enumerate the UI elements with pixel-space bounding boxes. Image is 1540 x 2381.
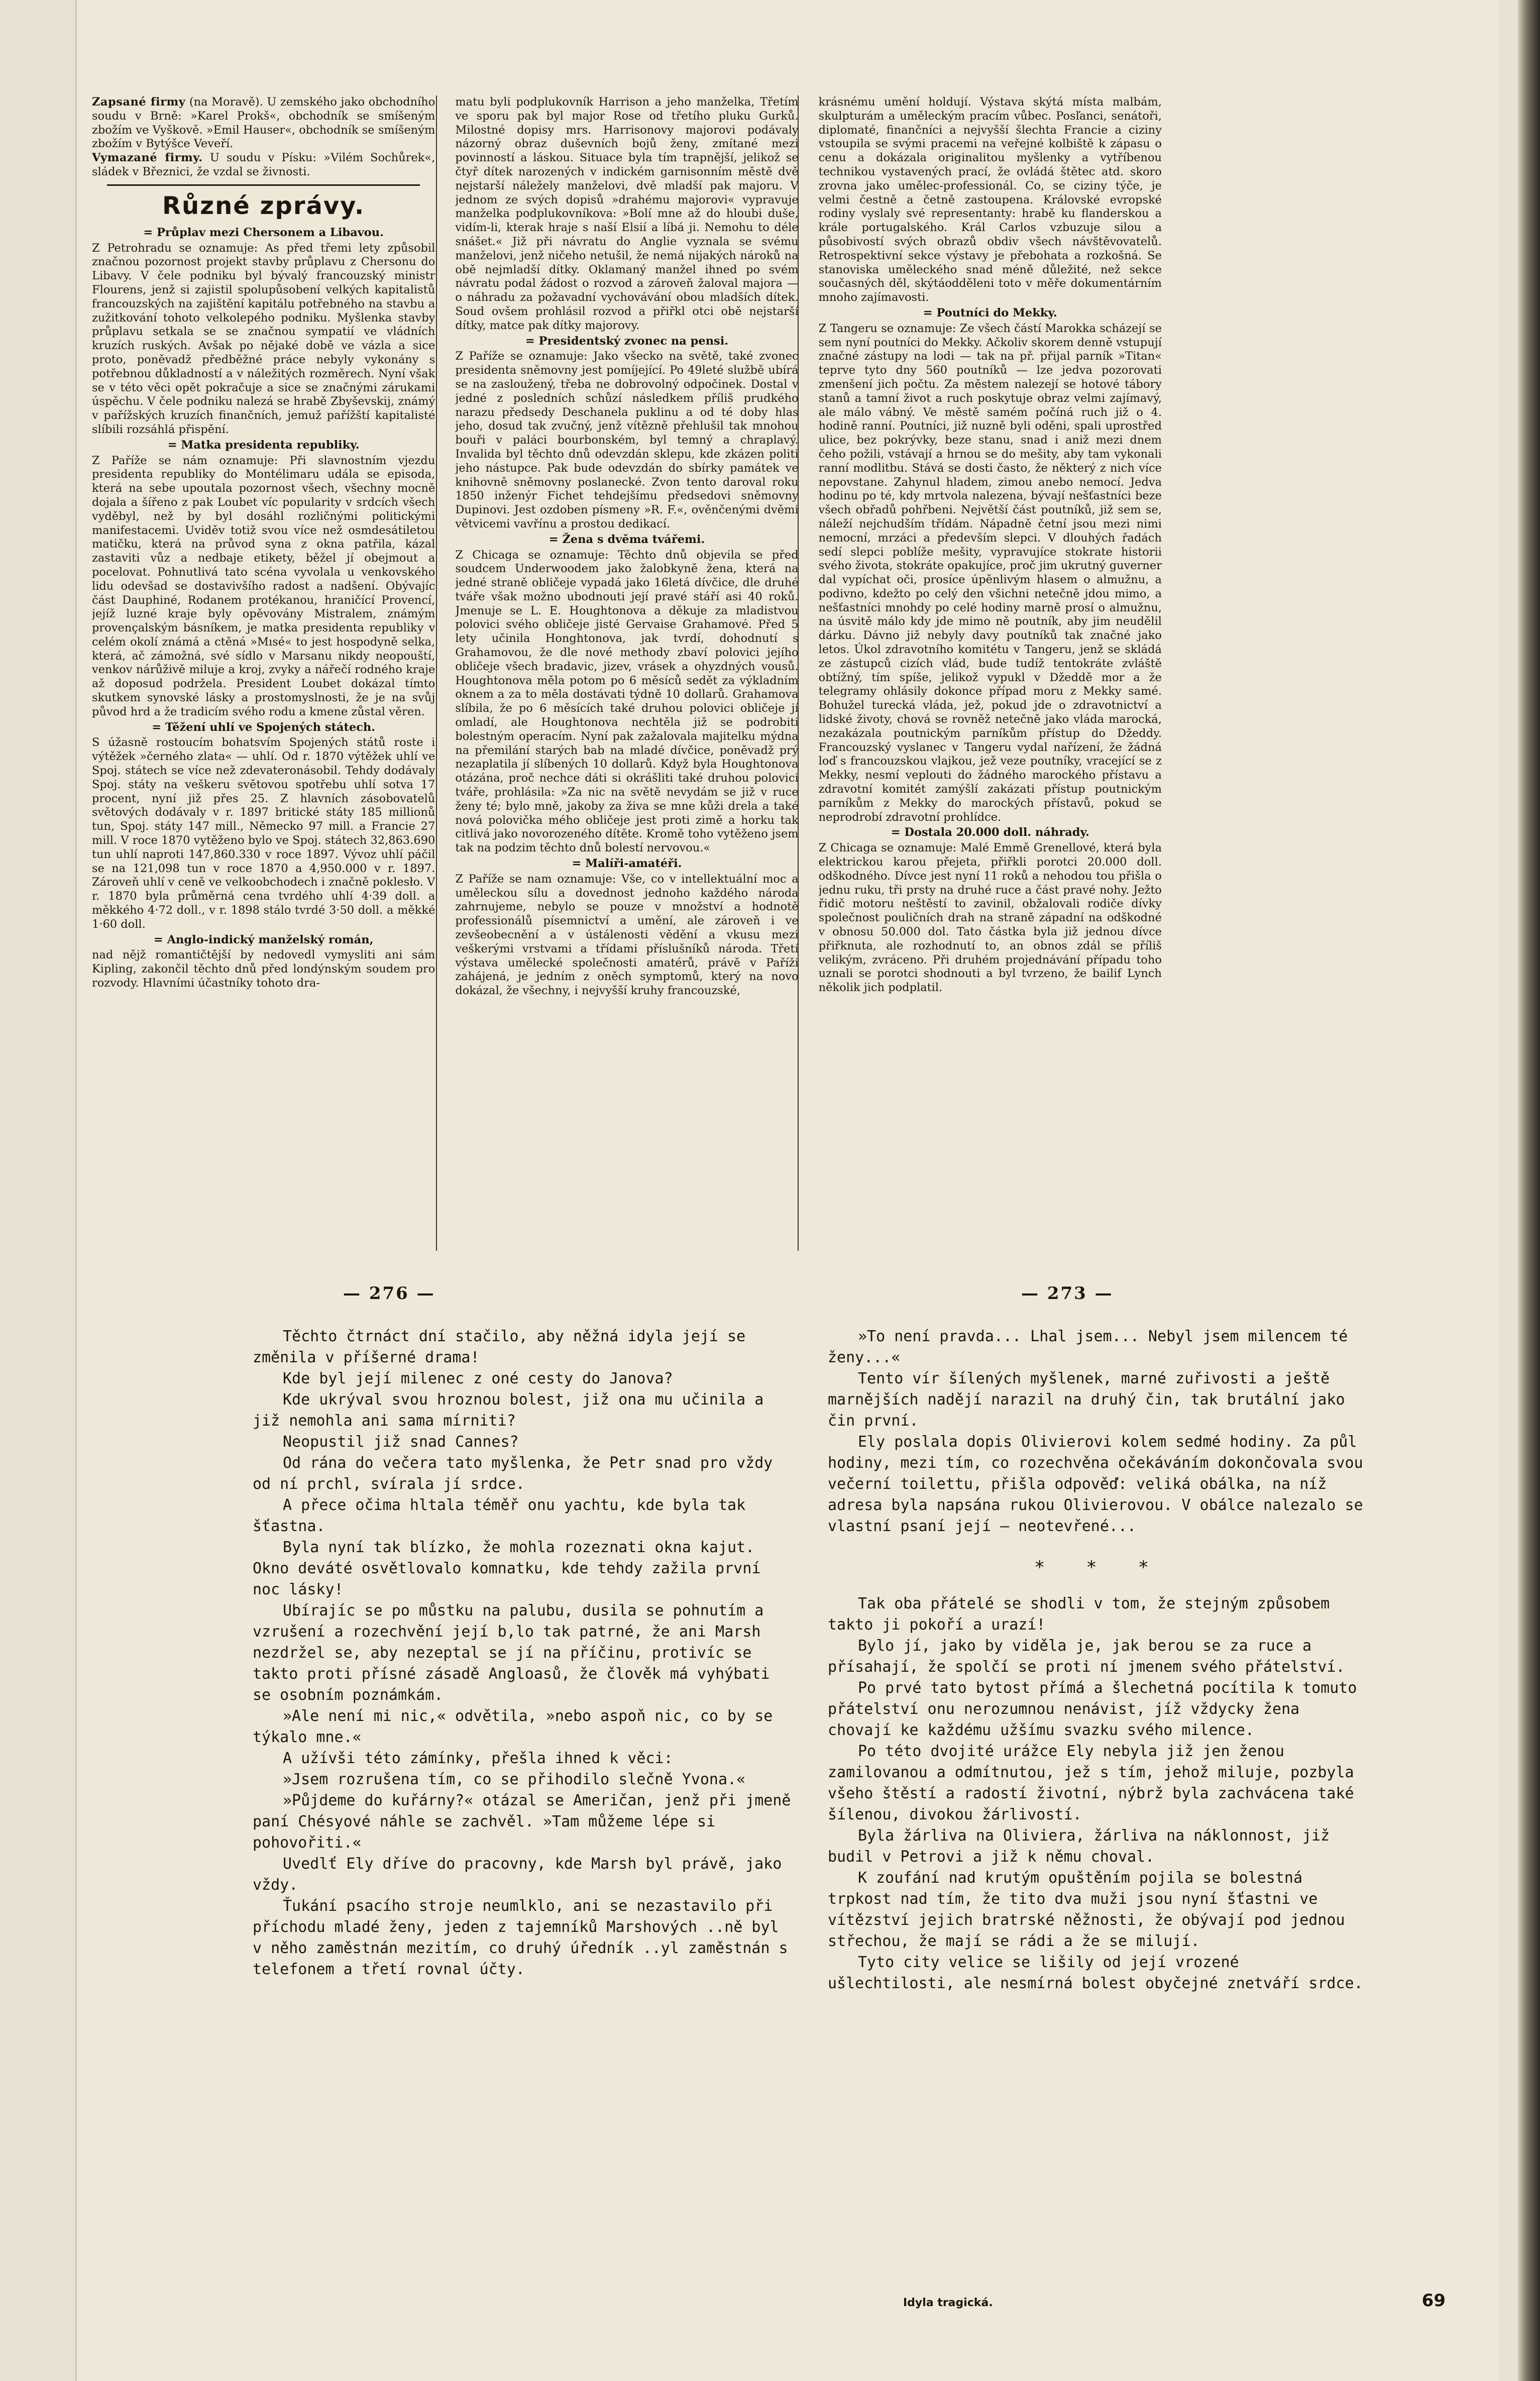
news-paragraph [92,95,435,151]
book-paragraph: Tento vír šílených myšlenek, marné zuřivosti a ještě marnějších nadějí narazil na druhý čin, tak brutální jako čin první. [828,1370,1345,1430]
running-title: Idyla tragická. [903,2297,993,2309]
news-heading: = Dostala 20.000 doll. náhrady. [891,826,1089,839]
book-paragraph: Uvedlť Ely dříve do pracovny, kde Marsh byl právě, jako vždy. [253,1855,782,1894]
book-paragraph: Byla žárliva na Oliviera, žárliva na náklonnost, již budil v Petrovi a již k němu choval. [828,1827,1330,1866]
divider [107,184,420,186]
book-paragraph: Neopustil již snad Cannes? [283,1433,519,1451]
news-text: Z Chicaga se oznamuje: Malé Emmě Grenellové, která byla elektrickou karou přejeta, přiřkli porotci 20.000 doll. odškodného. Dívce jest nyní 11 roků a nehodou tou přišla o jednu ruku, tři prsty na druhé ruce a část pravé nohy. Ježto řidič motoru neštěstí to zavinil, obžalovali rodiče dívky společnost pouličních drah na straně západní na odškodné v obnosu 50.000 dol. Tato částka byla již jednou dívce přiřknuta, ale rozhodnutí to, an obnos zdál se příliš velikým, zvráceno. Při druhém projednávání případu toho uznali se porotci shodnouti a byl tvrzeno, že bailif Lynch několik jich podplatil. [818,841,1162,995]
book-paragraph: Byla nyní tak blízko, že mohla rozeznati okna kajut. Okno deváté osvětlovalo komnatku, kde tehdy zažila první noc lásky! [253,1539,761,1598]
book-page-right [828,1326,1370,1994]
book-paragraph: Ťukání psacího stroje neumlklo, ani se nezastavilo při příchodu mladé ženy, jeden z tajemníků Marshových ..ně byl v něho zaměstnán mezitím, co druhý úředník ..yl zaměstnán s telefonem a třetí rovnal účty. [253,1897,788,1978]
book-paragraph: »Ale není mi nic,« odvětila, »nebo aspoň nic, co by se týkalo mne.« [253,1707,773,1746]
news-text: matu byli podplukovník Harrison a jeho manželka, Třetím ve sporu pak byl major Rose od třetího pluku Gurků. Milostné dopisy mrs. Harrisonovy majorovi podávaly názorný obraz duševních bojů ženy, zmítané mezi povinností a láskou. Situace byla tím trapnější, jelikož se čtyř dítek narozených v indickém garnisonním městě dvě nejstarší náležely manželovi, dvě mladší pak majoru. V jednom ze svých dopisů »drahému majorovi« vypravuje manželka podplukovníkova: »Bolí mne až do hloubi duše, vidím-li, kterak hraje s naší Elsií a líbá ji. Nemohu to déle snášet.« Již při návratu do Anglie vyznala se svému manželovi, jenž ničeho netušil, že nemá nijakých nároků na obě nejmladší dítky. Oklamaný manžel ihned po svém návratu podal žádost o rozvod a zároveň žaloval majora — o náhradu za požavadní vychovávání obou mladších dítek. Soud ovšem prohlásil rozvod a přiřkl otci obě nejstarší dítky, matce pak dítky majorovy. [455,95,799,332]
news-heading: = Anglo-indický manželský román, [153,933,374,946]
news-heading: = Presidentský zvonec na pensi. [525,334,729,348]
book-paragraph: Po této dvojité urážce Ely nebyla již jen ženou zamilovanou a odmítnutou, jež s tím, jehož miluje, pozbyla všeho štěstí a radostí životní, nýbrž byla zachvácena také šílenou, divokou žárlivostí. [828,1743,1354,1823]
book-paragraph: Ubírajíc se po můstku na palubu, dusila se pohnutím a vzrušení a rozechvění její b,lo tak patrné, že ani Marsh nezdržel se, aby nezeptal se jí na příčinu, protivíc se takto proti přísné zásadě Angloasů, že člověk má vyhýbati se osobním poznámkám. [253,1602,770,1704]
scanned-page [75,0,1498,2381]
news-column-1 [92,95,435,1251]
news-heading: = Těžení uhlí ve Spojených státech. [152,720,376,734]
section-separator: * * * [1034,1557,1164,1578]
newspaper-clipping [92,95,1162,1251]
book-page-left [253,1326,795,1980]
news-text: U soudu v Písku: »Vilém Sochůrek«, sládek v Březnici, že vzdal se živnosti. [92,151,435,178]
book-paragraph: »To není pravda... Lhal jsem... Nebyl jsem milencem té ženy...« [828,1328,1348,1366]
book-paragraph: K zoufání nad krutým opuštěním pojila se bolestná trpkost nad tím, že tito dva muži jsou nyní šťastni ve vítězství jejich bratrské něžnosti, že obývají pod jednou střechou, že mají se rádi a že se milují. [828,1869,1345,1950]
book-paragraph: »Jsem rozrušena tím, co se přihodilo slečně Yvona.« [283,1771,746,1788]
news-text: Z Paříže se nam oznamuje: Vše, co v intellektuální moc a uměleckou sílu a dovednost jednoho každého národa zahrnujeme, nebylo se pouze v množství a hodnotě professionálů písemnictví a umění, ale zároveň i ve zevšeobecnění a v ústálenosti vědění a vkusu mezi veškerými vrstvami a třídami příslušníků národa. Třetí výstava umělecké společnosti amatérů, právě v Paříži zahájená, je jedním z oněch symptomů, který na novo dokázal, že všechny, i nejvyšší kruhy francouzské, [455,872,799,998]
news-heading: = Matka presidenta republiky. [167,438,360,452]
book-paragraph: Těchto čtrnáct dní stačilo, aby něžná idyla její se změnila v příšerné drama! [253,1328,746,1366]
news-paragraph [92,151,435,179]
news-text: krásnému umění holdují. Výstava skýtá místa malbám, skulpturám a uměleckým pracím vůbec. Posľanci, senátoři, diplomaté, finančníci a nejvyšší šlechta Francie a ciziny vstoupila se svými pracemi na veřejné kolbiště k zápasu o cenu a dokázala originalitou myšlenky a vytříbenou technikou vystavených prací, že ovládá štětec atd. skoro zrovna jako umělec-professionál. Co, se ciziny týče, je velmi čestně a četně zastoupena. Královské evropské rodiny vyslaly své representanty: hrabě ku flanderskou a krále portugalského. Král Carlos vzbuzuje silou a působivostí svých obrazů obdiv všech návštěvovatelů. Retrospektivní sekce výstavy je přebohata a rozkošná. Se stanoviska uměleckého snad méně důležité, než sekce současných děl, skýtáodděleni toto v měře dokumentárním mnoho zajímavosti. [818,95,1162,304]
news-text: Z Paříže se nám oznamuje: Při slavnostním vjezdu presidenta republiky do Montélimaru udála se episoda, která na sebe upoutala pozornost všech, všechny mocně dojala a šířeno z pak Loubet víc popularity v srdcích všech vyděbyl, než by byl dosáhl rozličnými politickými manifestacemi. Uviděv totiž svou více než osmdesátiletou matičku, která na průvod syna z okna patřila, kázal zastaviti vůz a nedbaje etikety, běžel jí obejmout a pocelovat. Pohnutlivá tato scéna vyvolala u venkovského lidu odevšad se dostavivšího radost a nadšení. Obývajíc část Dauphiné, Rodanem protékanou, hraničící Provencí, jejíž luzné kraje byly opěvovány Mistralem, známým provençalským básníkem, je matka presidenta republiky v celém okolí známá a ctěná »Mısé« to jest hospodyně selka, která, ač zámožná, své sídlo v Marsanu nikdy neopouští, venkov nárůživě miluje a kroj, zvyky a nářečí rodného kraje až doposud podržela. President Loubet dokázal tímto skutkem synovské lásky a prostomyslnosti, že je na svůj původ hrd a že tradicím svého rodu a kmene zůstal věren. [92,454,435,718]
folio-number: 69 [1421,2291,1446,2311]
news-heading: = Žena s dvěma tvářemi. [548,532,705,546]
book-paragraph: Od rána do večera tato myšlenka, že Petr snad pro vždy od ní prchl, svírala jí srdce. [253,1454,773,1493]
news-text: nad nějž romantičtější by nedovedl vymysliti ani sám Kipling, zakončil těchto dnů před londýnským soudem pro rozvody. Hlavními účastníky tohoto dra- [92,948,435,990]
news-text: S úžasně rostoucím bohatsvím Spojených států roste i výtěžek »černého zlata« — uhlí. Od r. 1870 výtěžek uhlí ve Spoj. státech se více než zdevateronásobil. Tehdy dodávaly Spoj. státy na veškeru světovou spotřebu uhlí sotva 17 procent, nyní již přes 25. Z hlavních zásobovatelů světových dodávaly v r. 1897 britické státy 185 millionů tun, Spoj. státy 147 mill., Německo 97 mill. a Francie 27 mill. V roce 1870 vytěženo bylo ve Spoj. státech 32,863.690 tun uhlí naproti 147,860.330 v roce 1897. Vývoz uhlí páčil se na 121,098 tun v roce 1870 a 4,950.000 v r. 1897. Zároveň uhlí v ceně ve velkoobchodech i značně poklesło. V r. 1870 byla průměrná cena tvrdého uhlí 4·39 doll. a měkkého 4·72 doll., v r. 1898 stálo tvrdé 3·50 doll. a měkké 1·60 doll. [92,736,435,931]
book-paragraph: Tak oba přátelé se shodli v tom, že stejným způsobem takto ji pokoří a urazí! [828,1595,1330,1634]
page-footer [903,2291,1446,2311]
news-heading: Zapsané firmy [92,95,186,109]
page-number-left: — 276 — [343,1283,435,1304]
book-paragraph: Po prvé tato bytost přímá a šlechetná pocítila k tomuto přátelství onu nerozumnou nenávist, jíž vždycky žena chovají ke každému užšímu svazku svého milence. [828,1679,1357,1739]
book-paragraph: »Půjdeme do kuřárny?« otázal se Američan, jenž při jmeně paní Chésyové náhle se zachvěl. »Tam můžeme lépe si pohovořiti.« [253,1792,791,1852]
book-spine [1518,0,1540,2381]
book-paragraph: Bylo jí, jako by viděla je, jak berou se za ruce a přísahají, že spolčí se proti ní jmenem svého přátelství. [828,1637,1345,1676]
book-paragraph: Tyto city velice se lišily od její vrozené ušlechtilosti, ale nesmírná bolest obyčejné znetváří srdce. [828,1954,1363,1992]
news-heading: Vymazané firmy. [92,151,203,165]
news-text: Z Chicaga se oznamuje: Těchto dnů objevila se před soudcem Underwoodem jako žalobkyně žena, která na jedné straně obličeje vypadá jako 16letá dívčice, dle druhé tváře však možno ubodnouti její pravé stáří asi 40 roků. Jmenuje se L. E. Houghtonova a děkuje za mladistvou polovici svého obličeje jisté Gervaise Grahamové. Před 5 lety učinila Honghtonova, jak tvrdí, dohodnutí s Grahamovou, že dle nové methody zbaví polovici jejího obličeje všech bradavic, jizev, vrásek a ohyzdných vousů. Houghtonova měla potom po 6 měsíců sedět za výkladním oknem a za to měla dostávati týdně 10 dollarů. Grahamova slíbila, že po 6 měsících také druhou polovici obličeje jí omladí, ale Houghtonova nechtěla již se podrobiti bolestným operacím. Nyní pak zažalovala majitelku mýdna na přemilání starých bab na mladé dívčice, poněvadž prý nezaplatila jí slíbených 10 dollarů. Když byla Houghtonova otázána, proč nechce dáti si okrášliti také druhou polovici tváře, prohlásila: »Za nic na světě nevydám se již v ruce ženy té; bylo mně, jakoby za živa se mne kůži drela a také nová polovička mého obličeje jest proti zimě a horku tak citlivá jako novorozeného dítěte. Kromě toho vytěženo jsem tak na podzim těchto dnů bolestí nervovou.« [455,548,799,855]
news-text: (na Moravě). U zemského jako obchodního soudu v Brně: »Karel Prokš«, obchodník se smíšeným zbožím ve Vyškově. »Emil Hauser«, obchodník se smíšeným zbožím v Bytýšce Veveří. [92,95,435,151]
news-heading: = Průplav mezi Chersonem a Libavou. [143,226,384,239]
page-number-right: — 273 — [1021,1283,1114,1304]
section-title: Různé zprávy. [162,191,365,220]
book-paragraph: Kde ukrýval svou hroznou bolest, již ona mu učinila a již nemohla ani sama mírniti? [253,1391,764,1430]
news-text: Z Tangeru se oznamuje: Ze všech částí Marokka scházejí se sem nyní poutníci do Mekky. Ačkoliv skorem denně vstupují značné zástupy na lodi — tak na př. přijal parník »Titan« teprve tyto dny 560 poutníků — lze jedva pozorovati zmenšení jich počtu. Za městem nalezejí se hotové tábory stanů a tamní život a ruch poskytuje obraz velmi zajímavý, ale málo vábný. Ve městě samém počíná ruch již o 4. hodině ranní. Poutníci, již nuzně byli oděni, spali uprostřed ulice, bez pokrývky, beze stanu, snad i aniž mezi dnem čeho požili, vstávají a hrnou se do mešity, aby tam vykonali ranní modlitbu. Stává se dosti často, že některý z nich více nepovstane. Zahynul hladem, zimou anebo nemocí. Jedva hodinu po té, kdy mrtvola nalezena, bývají nešťastníci beze všech obřadů pohřbeni. Největší část poutníků, již sem se, náleží nejchudším třídám. Nápadně četní jsou mezi nimi nemocní, mrzáci a především slepci. V dlouhých řadách sedí slepci poblíže mešity, vypravujíce stokrate historii svého života, stokráte opakujíce, proč jim ukrutný guverner dal vypíchat oči, prosíce úpěnlivým hlasem o almužnu, a podivno, kdežto po celý den všichni netečně jdou mimo, a nešťastníci mnohdy po celé hodiny marně prosí o almužnu, na úsvitě málo kdy jde mimo ně poutník, aby jim neudělil dárku. Dávno již nebyly davy poutníků tak značné jako letos. Úkol zdravotního komitétu v Tangeru, jenž se skládá ze zástupců cizích vlád, bude tudíž tentokráte zvláště obtížný, tím spíše, jelikož vypukl v Džeddě mor a že telegramy ohlásily dokonce případ moru z Mekky samé. Bohužel turecká vláda, jež, pokud jde o zdravotnictví a lidské životy, chová se rovněž netečně jako vláda marocká, nezakázala poutnickým parníkům přístup do Džeddy. Francouzský vyslanec v Tangeru vydal nařízení, že žádná loď s francouzskou vlajkou, jež veze poutníky, vracející se z Mekky, nesmí veplouti do žádného marockého přístavu a zdravotní komitét zamýšlí zakázati přístup poutnickým parníkům z Mekky do marockých přístavů, pokud se neprodrobí zdravotní prohlídce. [818,321,1162,824]
news-text: Z Paříže se oznamuje: Jako všecko na světě, také zvonec presidenta sněmovny jest pomíjející. Po 49leté službě ubírá se na zasloužený, třeba ne dobrovolný odpočinek. Dostal v jedné z posledních schůzí následkem příliš prudkého narazu předsedy Deschanela puklinu a od té doby hlas jeho, dosud tak zvučný, jenž vítězně přehlušil tak mnohou bouři v paláci bourbonském, byl temný a chraplavý. Invalida byl těchto dnů odevzdán sklepu, kde zkázen politi jeho nástupce. Pak bude odevzdán do sbírky památek ve knihovně sněmovny poslanecké. Zvon tento daroval roku 1850 inženýr Fichet tehdejšímu předsedovi sněmovny Dupinovi. Jest ozdoben písmeny »R. F.«, ověnčenými dvěmi větvicemi vavřínu a prostou dedikací. [455,350,799,530]
news-heading: = Poutníci do Mekky. [923,306,1057,319]
news-heading: = Malíři-amatéři. [572,857,682,871]
book-paragraph: A přece očima hltala téměř onu yachtu, kde byla tak šťastna. [253,1496,746,1535]
book-paragraph: A užívši této zámínky, přešla ihned k věci: [283,1750,673,1767]
news-column-3 [819,95,1162,1251]
news-text: Z Petrohradu se oznamuje: As před třemi lety způsobil značnou pozornost projekt stavby průplavu z Chersonu do Libavy. V čele podniku byl bývalý francouzský ministr Flourens, jenž si zajistil spolupůsobení velkých kapitalistů francouzských na zajištění kapitálu potřebného na stavbu a zužitkování tohoto velkolepého podniku. Myšlenka stavby průplavu setkala se se značnou sympatií ve vládních kruzích ruských. Avšak po nějaké době ve vázla a sice proto, poněvadž předběžné práce nebyly vykonány s potřebnou důkladností a v náležitých rozměrech. Nyní však se v této věci opět pokračuje a sice se značnými zárukami úspěchu. V čele podniku nalezá se hrabě Zbyševskij, známý v pařížských kruzích finančních, jemuž pařížští kapitalisté slíbili rozsáhlá přispění. [92,241,435,436]
book-paragraph: Kde byl její milenec z oné cesty do Janova? [283,1370,673,1387]
book-paragraph: Ely poslala dopis Olivierovi kolem sedmé hodiny. Za půl hodiny, mezi tím, co rozechvěna očekáváním dokončovala svou večerní toilettu, přišla odpověď: veliká obálka, na níž adresa byla napsána rukou Olivierovou. V obálce nalezalo se vlastní psaní její — neotevřené... [828,1433,1363,1535]
news-column-2 [455,95,798,1251]
